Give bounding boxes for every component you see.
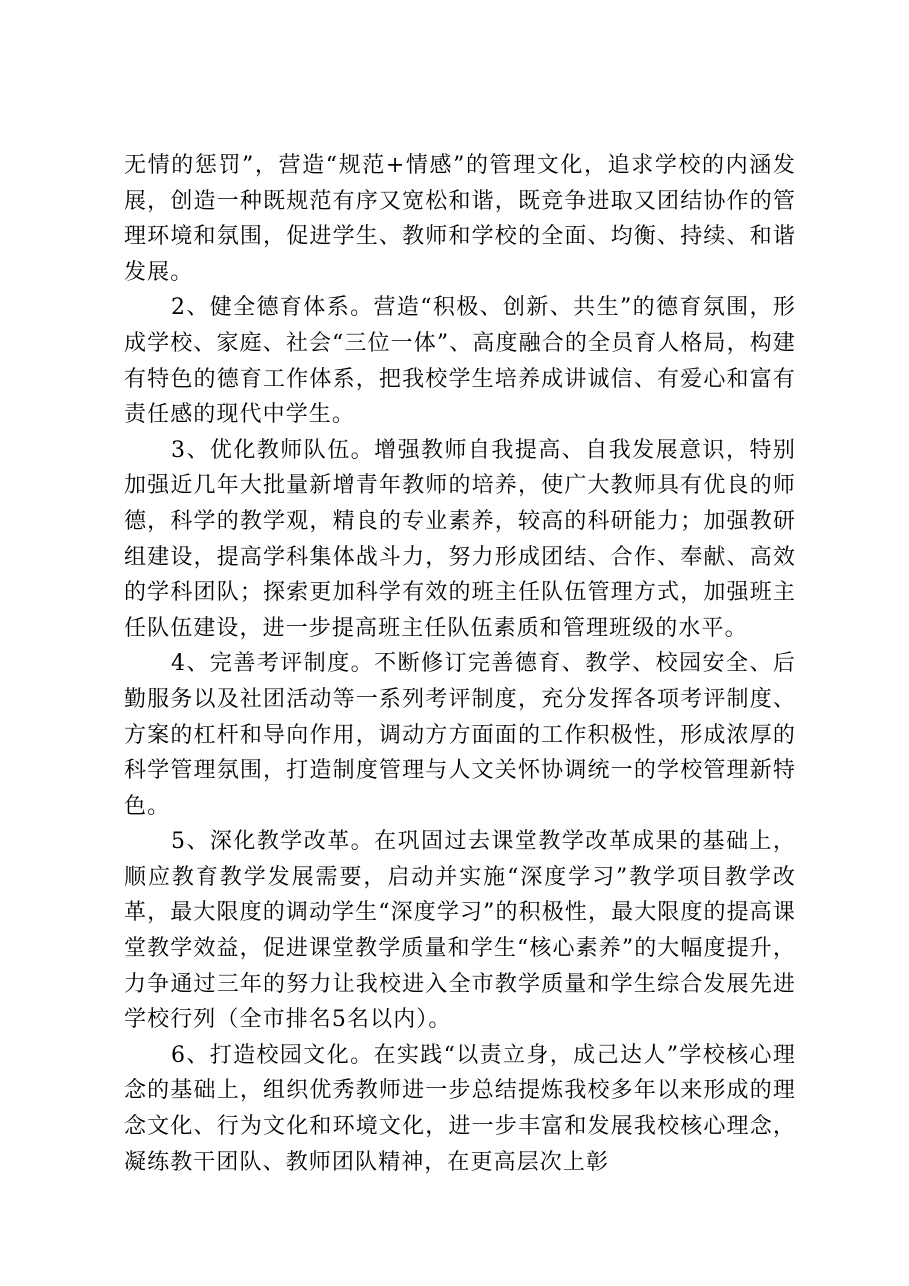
paragraph-campus-culture: 6、打造校园文化。在实践“以责立身，成己达人”学校核心理念的基础上，组织优秀教师进一步总结提炼我校多年以来形成的理念文化、行为文化和环境文化，进一步丰富和发展我校核心理念，凝练教干团队、教师团队精神，在更高层次上彰: [124, 1042, 796, 1175]
paragraph-evaluation-system: 4、完善考评制度。不断修订完善德育、教学、校园安全、后勤服务以及社团活动等一系列考评制度，充分发挥各项考评制度、方案的杠杆和导向作用，调动方方面面的工作积极性，形成浓厚的科学管理氛围，打造制度管理与人文关怀协调统一的学校管理新特色。: [124, 651, 796, 819]
paragraph-teaching-reform: 5、深化教学改革。在巩固过去课堂教学改革成果的基础上，顺应教育教学发展需要，启动并实施“深度学习”教学项目教学改革，最大限度的调动学生“深度学习”的积极性，最大限度的提高课堂教学效益，促进课堂教学质量和学生“核心素养”的大幅度提升，力争通过三年的努力让我校进入全市教学质量和学生综合发展先进学校行列（全市排名5名以内）。: [124, 829, 796, 1033]
paragraph-continuation: 无情的惩罚”，营造“规范+情感”的管理文化，追求学校的内涵发展，创造一种既规范有序又宽松和谐，既竞争进取又团结协作的管理环境和氛围，促进学生、教师和学校的全面、均衡、持续、和谐发展。: [124, 153, 796, 285]
paragraph-moral-education: 2、健全德育体系。营造“积极、创新、共生”的德育氛围，形成学校、家庭、社会“三位一体”、高度融合的全员育人格局，构建有特色的德育工作体系，把我校学生培养成讲诚信、有爱心和富有责任感的现代中学生。: [124, 295, 796, 428]
document-body: [124, 148, 796, 1180]
paragraph-teacher-team: 3、优化教师队伍。增强教师自我提高、自我发展意识，特别加强近几年大批量新增青年教师的培养，使广大教师具有优良的师德，科学的教学观，精良的专业素养，较高的科研能力；加强教研组建设，提高学科集体战斗力，努力形成团结、合作、奉献、高效的学科团队；探索更加科学有效的班主任队伍管理方式，加强班主任队伍建设，进一步提高班主任队伍素质和管理班级的水平。: [124, 437, 796, 641]
